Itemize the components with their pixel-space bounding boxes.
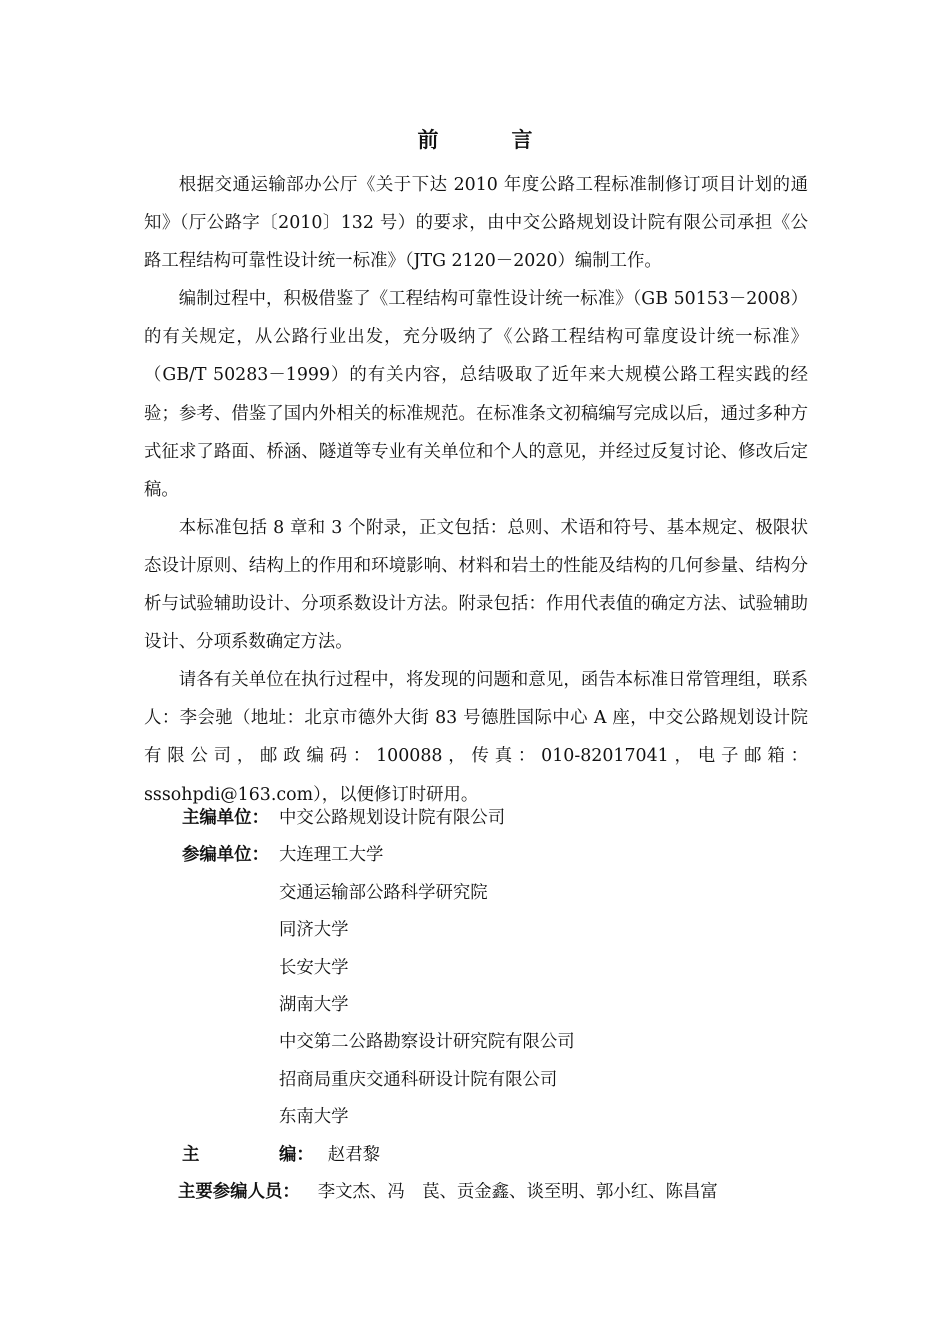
participating-unit: 大连理工大学 <box>279 845 384 866</box>
participating-unit: 湖南大学 <box>279 995 349 1016</box>
paragraph-process: 编制过程中，积极借鉴了《工程结构可靠性设计统一标准》（GB 50153－2008）的有关规定，从公路行业出发，充分吸纳了《公路工程结构可靠度设计统一标准》（GB/T 50283－1999）的有关内容，总结吸取了近年来大规模公路工程实践的经验；参考、借鉴了国内外相关的标准规范。在标准条文初稿编写完成以后，通过多种方式征求了路面、桥涵、隧道等专业有关单位和个人的意见，并经过反复讨论、修改后定稿。 <box>144 289 808 500</box>
paragraph-background: 根据交通运输部办公厅《关于下达 2010 年度公路工程标准制修订项目计划的通知》（厅公路字〔2010〕132 号）的要求，由中交公路规划设计院有限公司承担《公路工程结构可靠性设计统一标准》（JTG 2120－2020）编制工作。 <box>144 175 808 272</box>
chief-editor-label-second: 编： <box>279 1145 314 1165</box>
units-section <box>182 800 575 1137</box>
participating-units-row <box>182 837 575 1136</box>
chief-editor-value: 赵君黎 <box>327 1145 380 1165</box>
paragraph-contact: 请各有关单位在执行过程中，将发现的问题和意见，函告本标准日常管理组，联系人：李会驰（地址：北京市德外大街 83 号德胜国际中心 A 座，中交公路规划设计院有限公司，邮政编码：100088，传真：010-82017041，电子邮箱：sssohpdi@163.com），以便修订时研用。 <box>144 670 808 805</box>
participating-unit: 东南大学 <box>279 1107 349 1128</box>
main-members-label: 主要参编人员： <box>178 1182 300 1202</box>
participating-unit: 长安大学 <box>279 957 349 978</box>
main-members-row <box>178 1174 718 1211</box>
preface-body <box>144 166 808 814</box>
chief-editor-label-first: 主 <box>182 1145 200 1165</box>
participating-unit: 交通运输部公路科学研究院 <box>279 882 488 903</box>
chief-unit-label: 主编单位： <box>182 808 269 828</box>
chief-editor-row <box>182 1137 380 1174</box>
participating-unit: 同济大学 <box>279 920 349 941</box>
chief-unit-row <box>182 800 575 837</box>
participating-unit: 招商局重庆交通科研设计院有限公司 <box>279 1069 558 1090</box>
page-title: 前 言 <box>417 127 559 152</box>
participating-units-list <box>279 837 575 1136</box>
paragraph-contents: 本标准包括 8 章和 3 个附录，正文包括：总则、术语和符号、基本规定、极限状态设计原则、结构上的作用和环境影响、材料和岩土的性能及结构的几何参量、结构分析与试验辅助设计、分项系数设计方法。附录包括：作用代表值的确定方法、试验辅助设计、分项系数确定方法。 <box>144 517 808 653</box>
chief-unit-value: 中交公路规划设计院有限公司 <box>279 808 506 828</box>
participating-units-label: 参编单位： <box>182 845 269 866</box>
participating-unit: 中交第二公路勘察设计研究院有限公司 <box>279 1032 575 1053</box>
main-members-value: 李文杰、冯 苠、贡金鑫、谈至明、郭小红、陈昌富 <box>317 1182 718 1202</box>
